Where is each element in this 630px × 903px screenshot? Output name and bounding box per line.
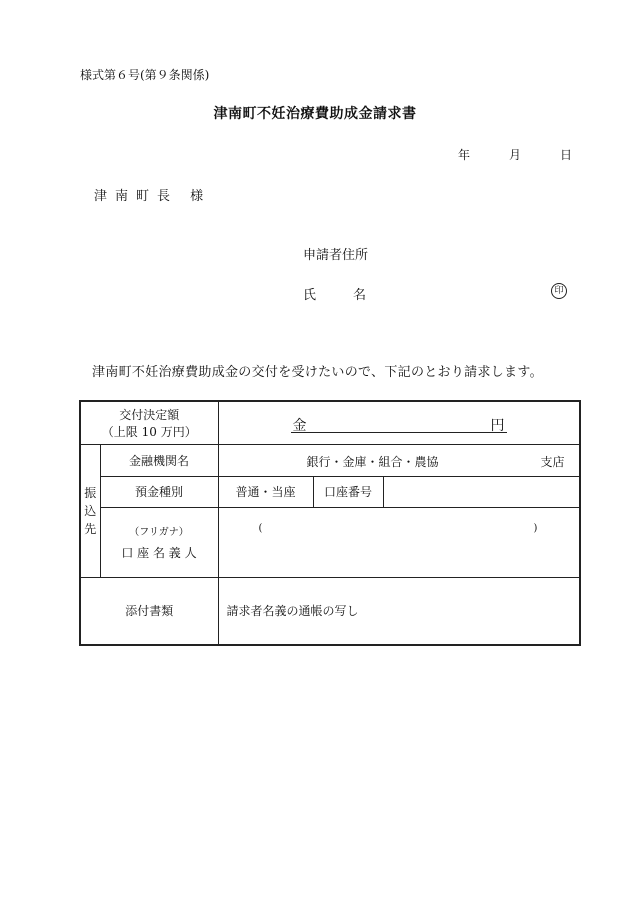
amount-suffix: 円: [490, 418, 505, 435]
account-number-label: 口座番号: [313, 476, 383, 507]
applicant-name-label-1: 氏: [303, 288, 317, 303]
applicant-name-label-2: 名: [353, 288, 367, 303]
amount-cell[interactable]: [218, 401, 580, 444]
seal-mark: 印: [551, 283, 567, 299]
bank-cell[interactable]: [218, 444, 580, 476]
amount-prefix: 金: [292, 418, 307, 435]
addressee: 津南町長 様: [94, 189, 212, 204]
deposit-row: [80, 476, 580, 507]
attachment-label: 添付書類: [80, 577, 218, 645]
holder-label: 口 座 名 義 人: [121, 546, 197, 560]
deposit-type-options[interactable]: 普通・当座: [218, 476, 313, 507]
attachment-row: [80, 577, 580, 645]
request-statement: 津南町不妊治療費助成金の交付を受けたいので、下記のとおり請求します。: [92, 365, 543, 380]
date-day: 日: [560, 148, 573, 162]
holder-cell[interactable]: [218, 507, 580, 577]
date-year: 年: [458, 148, 471, 162]
attachment-value: 請求者名義の通帳の写し: [218, 577, 580, 645]
amount-underline: [291, 432, 507, 433]
holder-label-cell: [100, 507, 218, 577]
grant-amount-row: [80, 401, 580, 444]
transfer-char-1: 振: [84, 485, 97, 500]
deposit-type-label: 預金種別: [100, 476, 218, 507]
request-form-table: [79, 400, 581, 646]
holder-row: [80, 507, 580, 577]
transfer-char-2: 込: [84, 503, 97, 518]
form-number: 様式第６号(第９条関係): [80, 68, 210, 82]
grant-label: 交付決定額: [119, 407, 180, 422]
document-title: 津南町不妊治療費助成金請求書: [213, 106, 417, 122]
account-number-field[interactable]: [383, 476, 580, 507]
date-month: 月: [509, 148, 522, 162]
bank-row: [80, 444, 580, 476]
transfer-char-3: 先: [84, 521, 97, 536]
branch-label: 支店: [540, 455, 565, 469]
furigana-close: ): [533, 523, 538, 534]
furigana-label: （フリガナ）: [129, 527, 189, 538]
grant-limit: （上限 10 万円）: [101, 424, 197, 439]
bank-label: 金融機関名: [100, 444, 218, 476]
grant-label-cell: [80, 401, 218, 444]
furigana-open: (: [258, 523, 263, 534]
applicant-address-label: 申請者住所: [303, 248, 369, 263]
bank-types: 銀行・金庫・組合・農協: [306, 455, 439, 469]
transfer-label: [80, 444, 100, 577]
